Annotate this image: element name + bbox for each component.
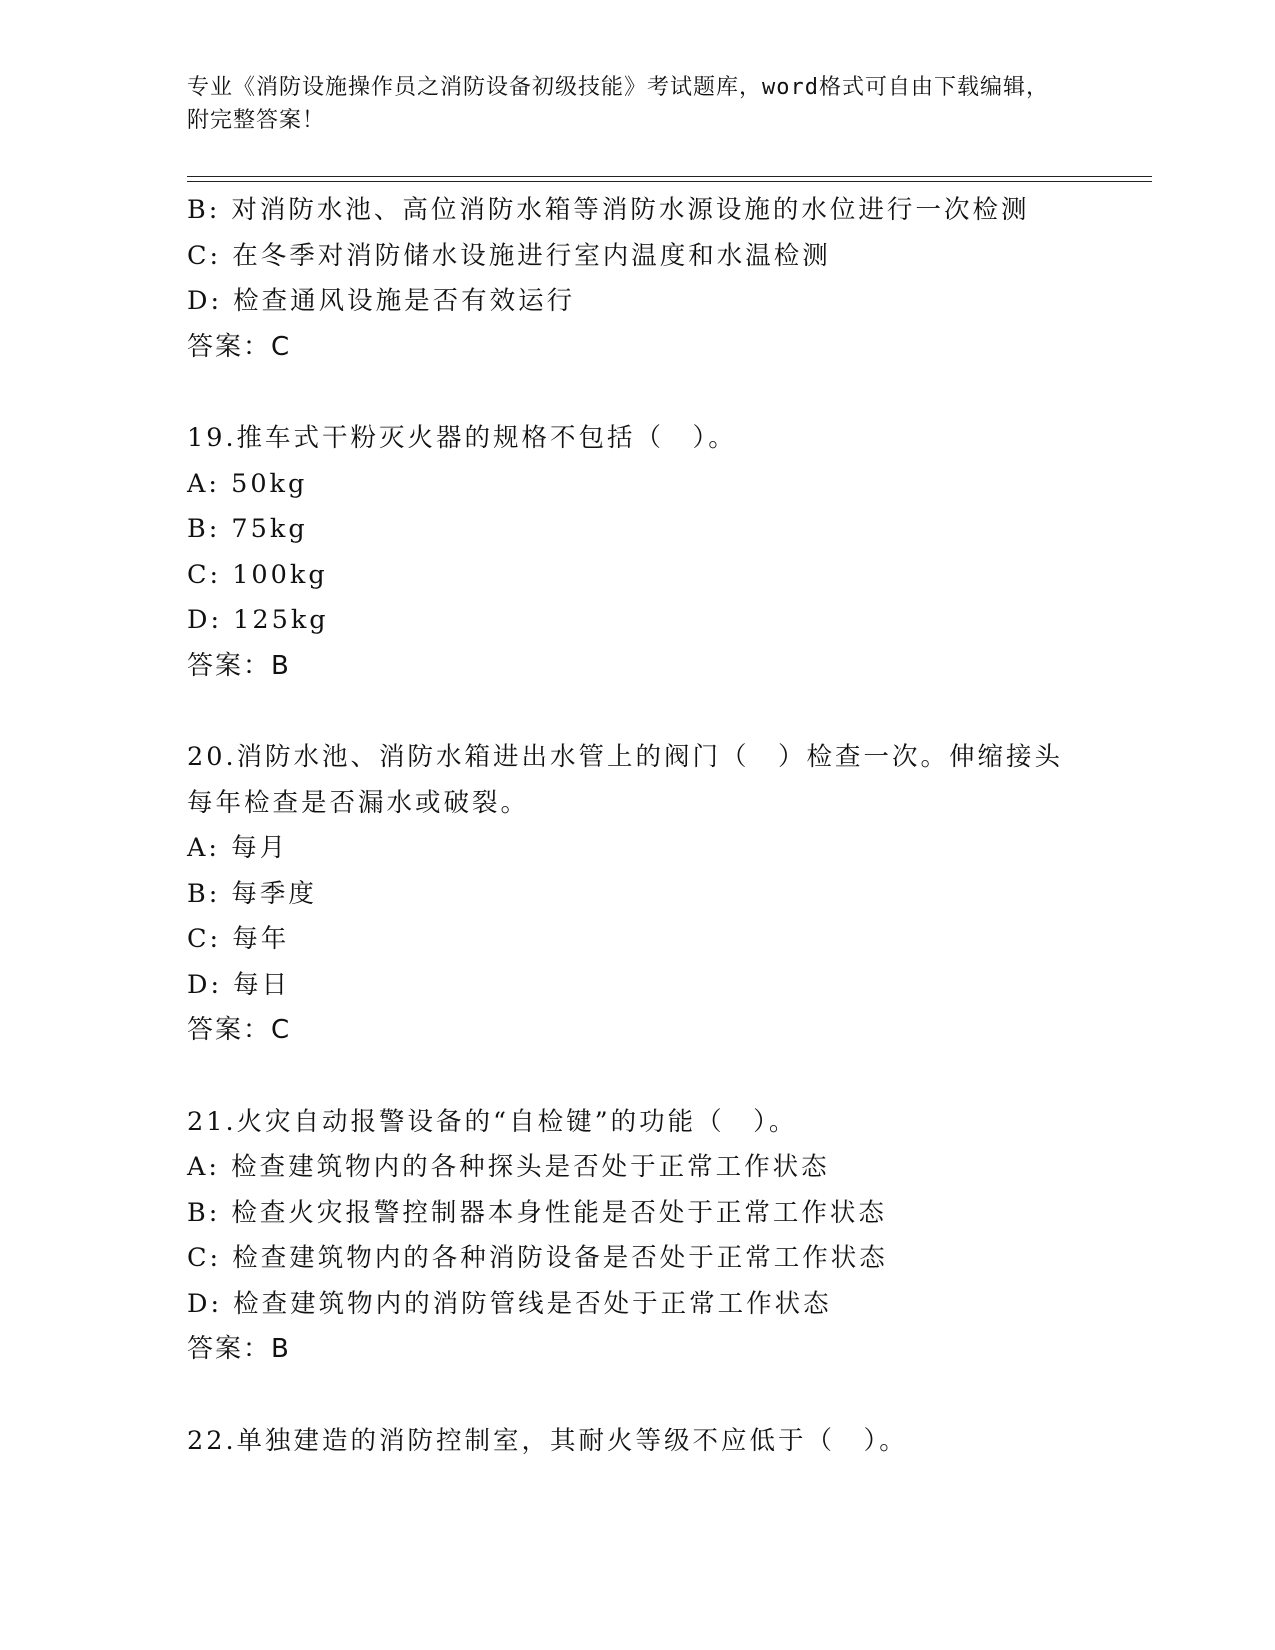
option-a: A: 每月 [187,833,289,863]
question-19 [187,416,1147,689]
option-a: A: 检查建筑物内的各种探头是否处于正常工作状态 [187,1152,830,1182]
spacer [187,370,1147,416]
spacer [187,1054,1147,1100]
option-b: B: 75kg [187,514,308,544]
question-content [187,188,1147,1464]
option-d: D: 检查建筑物内的消防管线是否处于正常工作状态 [187,1288,832,1319]
option-b: B: 每季度 [187,878,317,909]
answer-label: 答案：B [187,1334,291,1364]
question-22 [187,1419,1147,1465]
option-b: B: 对消防水池、高位消防水箱等消防水源设施的水位进行一次检测 [187,195,1030,225]
question-20 [187,735,1147,1054]
option-c: C: 100kg [187,559,328,590]
option-c: C: 在冬季对消防储水设施进行室内温度和水温检测 [187,240,831,271]
answer-label: 答案：C [187,331,292,362]
question-stem: 19.推车式干粉灭火器的规格不包括（ ）。 [187,423,737,453]
question-stem: 21.火灾自动报警设备的“自检键”的功能（ ）。 [187,1106,798,1137]
answer-label: 答案：B [187,650,291,681]
option-b: B: 检查火灾报警控制器本身性能是否处于正常工作状态 [187,1197,887,1228]
spacer [187,689,1147,735]
answer-label: 答案：C [187,1015,292,1045]
option-d: D: 每日 [187,969,291,1000]
option-a: A: 50kg [187,468,308,499]
question-stem: 20.消防水池、消防水箱进出水管上的阀门（ ）检查一次。伸缩接头每年检查是否漏水或破裂。 [187,742,1064,818]
option-c: C: 检查建筑物内的各种消防设备是否处于正常工作状态 [187,1243,888,1273]
question-18-fragment [187,188,1147,370]
option-c: C: 每年 [187,924,290,954]
header-divider-top [187,176,1152,177]
option-d: D: 125kg [187,605,329,635]
option-d: D: 检查通风设施是否有效运行 [187,286,576,316]
question-21 [187,1100,1147,1373]
spacer [187,1373,1147,1419]
question-stem: 22.单独建造的消防控制室，其耐火等级不应低于（ ）。 [187,1425,908,1456]
document-header-text: 专业《消防设施操作员之消防设备初级技能》考试题库，word格式可自由下载编辑，附完整答案！ [187,75,1049,133]
header-divider-bottom [187,181,1152,182]
